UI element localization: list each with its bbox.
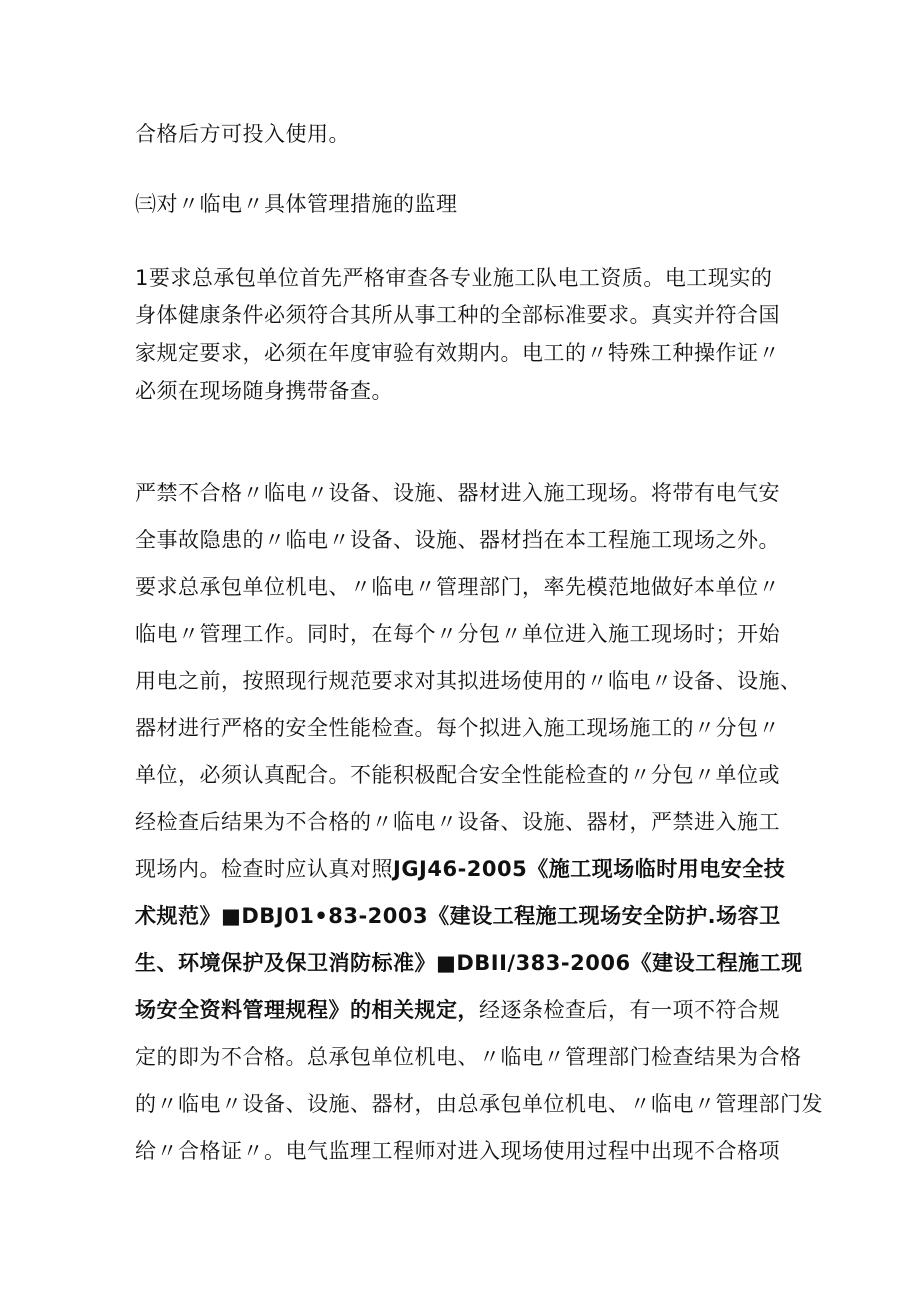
paragraph-3-line-15: 给〃合格证〃。电气监理工程师对进入现场使用过程中出现不合格项 <box>135 1139 780 1163</box>
paragraph-3-line-8: 经检查后结果为不合格的〃临电〃设备、设施、器材，严禁进入施工 <box>135 810 780 834</box>
paragraph-2-line-3: 家规定要求，必须在年度审验有效期内。电工的〃特殊工种操作证〃 <box>135 341 780 365</box>
paragraph-2-line-1: 1要求总承包单位首先严格审查各专业施工队电工资质。电工现实的 <box>135 266 773 290</box>
paragraph-3-line-9-text: 现场内。检查时应认真对照 <box>135 857 393 881</box>
paragraph-3-line-5: 用电之前，按照现行规范要求对其拟进场使用的〃临电〃设备、设施、 <box>135 669 802 693</box>
paragraph-3-line-13: 定的即为不合格。总承包单位机电、〃临电〃管理部门检查结果为合格 <box>135 1045 802 1069</box>
paragraph-3-line-9 <box>135 854 805 884</box>
paragraph-3-line-1: 严禁不合格〃临电〃设备、设施、器材进入施工现场。将带有电气安 <box>135 481 780 505</box>
standard-reference-dbj01: 术规范》■DBJ01•83-2003《建设工程施工现场安全防护.场容卫 <box>135 904 781 928</box>
paragraph-2-line-4: 必须在现场随身携带备查。 <box>135 379 393 403</box>
paragraph-3-line-12-text: 经逐条检查后，有一项不符合规 <box>479 998 780 1022</box>
paragraph-3-line-6: 器材进行严格的安全性能检查。每个拟进入施工现场施工的〃分包〃 <box>135 716 780 740</box>
paragraph-continuation-line: 合格后方可投入使用。 <box>135 122 350 146</box>
paragraph-3-line-14: 的〃临电〃设备、设施、器材，由总承包单位机电、〃临电〃管理部门发 <box>135 1092 823 1116</box>
paragraph-3-line-12 <box>135 995 805 1025</box>
paragraph-3-line-7: 单位，必须认真配合。不能积极配合安全性能检查的〃分包〃单位或 <box>135 763 780 787</box>
paragraph-3-line-4: 临电〃管理工作。同时，在每个〃分包〃单位进入施工现场时；开始 <box>135 622 780 646</box>
paragraph-2-line-2: 身体健康条件必须符合其所从事工种的全部标准要求。真实并符合国 <box>135 303 780 327</box>
standard-reference-jgj46: JGJ46-2005《施工现场临时用电安全技 <box>393 857 786 881</box>
section-heading: ㈢对〃临电〃具体管理措施的监理 <box>135 192 458 216</box>
paragraph-3-line-3: 要求总承包单位机电、〃临电〃管理部门，率先模范地做好本单位〃 <box>135 575 780 599</box>
standard-reference-tail: 场安全资料管理规程》的相关规定， <box>135 998 479 1022</box>
paragraph-3-line-2: 全事故隐患的〃临电〃设备、设施、器材挡在本工程施工现场之外。 <box>135 528 780 552</box>
standard-reference-dbii383: 生、环境保护及保卫消防标准》■DBII/383-2006《建设工程施工现 <box>135 951 803 975</box>
